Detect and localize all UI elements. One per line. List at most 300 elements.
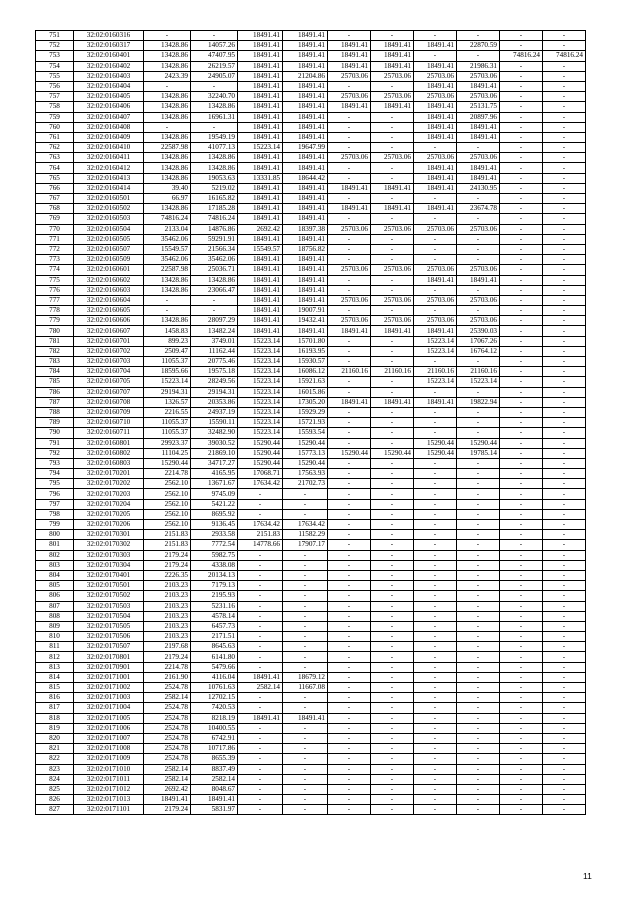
cadastral-block-cell: 32:02:0160703 [74, 357, 144, 367]
value-cell: - [238, 591, 283, 601]
value-cell: - [328, 795, 371, 805]
value-cell: 15223.14 [238, 367, 283, 377]
value-cell: 18491.41 [238, 81, 283, 91]
value-cell: 25703.06 [457, 92, 500, 102]
value-cell: - [328, 31, 371, 41]
row-number-cell: 774 [36, 265, 74, 275]
value-cell: 25703.06 [371, 71, 414, 81]
row-number-cell: 819 [36, 723, 74, 733]
row-number-cell: 766 [36, 183, 74, 193]
value-cell: 22587.98 [144, 143, 191, 153]
value-cell: 18491.41 [328, 397, 371, 407]
value-cell: 15930.57 [283, 357, 328, 367]
value-cell: - [543, 489, 586, 499]
value-cell: - [500, 754, 543, 764]
cadastral-block-cell: 32:02:0170502 [74, 591, 144, 601]
cadastral-block-cell: 32:02:0160603 [74, 285, 144, 295]
value-cell: 34717.27 [191, 458, 238, 468]
value-cell: 2195.93 [191, 591, 238, 601]
cadastral-block-cell: 32:02:0160501 [74, 194, 144, 204]
value-cell: - [371, 132, 414, 142]
value-cell: 25703.06 [328, 316, 371, 326]
value-cell: 16764.12 [457, 346, 500, 356]
value-cell: - [414, 194, 457, 204]
value-cell: 18491.41 [283, 122, 328, 132]
value-cell: - [500, 295, 543, 305]
value-cell: 16193.95 [283, 346, 328, 356]
table-row [36, 112, 586, 122]
value-cell: 18491.41 [283, 163, 328, 173]
value-cell: - [543, 275, 586, 285]
value-cell: - [371, 346, 414, 356]
value-cell: - [543, 336, 586, 346]
table-row [36, 723, 586, 733]
cadastral-block-cell: 32:02:0170401 [74, 570, 144, 580]
value-cell: - [328, 611, 371, 621]
value-cell: - [238, 723, 283, 733]
value-cell: - [328, 805, 371, 815]
value-cell: - [543, 265, 586, 275]
value-cell: - [457, 601, 500, 611]
value-cell: - [457, 540, 500, 550]
value-cell: - [283, 795, 328, 805]
value-cell: - [328, 163, 371, 173]
table-row [36, 591, 586, 601]
value-cell: 8645.63 [191, 642, 238, 652]
value-cell: - [414, 540, 457, 550]
row-number-cell: 779 [36, 316, 74, 326]
value-cell: - [371, 122, 414, 132]
value-cell: 18491.41 [328, 326, 371, 336]
value-cell: 18491.41 [371, 51, 414, 61]
value-cell: - [543, 693, 586, 703]
cadastral-block-cell: 32:02:0170506 [74, 632, 144, 642]
value-cell: 25703.06 [457, 71, 500, 81]
value-cell: - [457, 285, 500, 295]
value-cell: - [543, 377, 586, 387]
value-cell: - [543, 438, 586, 448]
value-cell: 15223.14 [144, 377, 191, 387]
value-cell: 74816.24 [543, 51, 586, 61]
value-cell: 18491.41 [238, 316, 283, 326]
table-row [36, 357, 586, 367]
cadastral-block-cell: 32:02:0160503 [74, 214, 144, 224]
row-number-cell: 786 [36, 387, 74, 397]
value-cell: 15290.44 [414, 448, 457, 458]
table-row [36, 581, 586, 591]
value-cell: - [238, 642, 283, 652]
value-cell: - [500, 153, 543, 163]
value-cell: - [328, 407, 371, 417]
value-cell: - [543, 194, 586, 204]
row-number-cell: 775 [36, 275, 74, 285]
value-cell: - [543, 662, 586, 672]
value-cell: 2562.10 [144, 499, 191, 509]
value-cell: - [283, 621, 328, 631]
value-cell: - [543, 143, 586, 153]
value-cell: 18491.41 [283, 214, 328, 224]
value-cell: - [457, 774, 500, 784]
value-cell: - [543, 316, 586, 326]
cadastral-block-cell: 32:02:0171011 [74, 774, 144, 784]
value-cell: 15921.63 [283, 377, 328, 387]
value-cell: - [414, 31, 457, 41]
value-cell: - [543, 499, 586, 509]
value-cell: - [414, 621, 457, 631]
value-cell: - [328, 132, 371, 142]
value-cell: 18491.41 [238, 183, 283, 193]
value-cell: 15929.29 [283, 407, 328, 417]
value-cell: - [500, 183, 543, 193]
value-cell: 18491.41 [328, 204, 371, 214]
cadastral-block-cell: 32:02:0160505 [74, 234, 144, 244]
value-cell: - [500, 265, 543, 275]
row-number-cell: 776 [36, 285, 74, 295]
value-cell: - [414, 662, 457, 672]
value-cell: 74816.24 [500, 51, 543, 61]
table-row [36, 397, 586, 407]
value-cell: - [238, 652, 283, 662]
value-cell: - [283, 642, 328, 652]
value-cell: - [500, 112, 543, 122]
table-row [36, 601, 586, 611]
value-cell: - [238, 489, 283, 499]
value-cell: 21160.16 [328, 367, 371, 377]
value-cell: 15223.14 [238, 407, 283, 417]
cadastral-block-cell: 32:02:0160710 [74, 418, 144, 428]
value-cell: 74816.24 [144, 214, 191, 224]
value-cell: - [457, 530, 500, 540]
table-row [36, 285, 586, 295]
value-cell: 17067.26 [457, 336, 500, 346]
value-cell: - [500, 662, 543, 672]
value-cell: 5982.75 [191, 550, 238, 560]
value-cell: - [238, 703, 283, 713]
value-cell: - [500, 621, 543, 631]
value-cell: 2524.78 [144, 703, 191, 713]
row-number-cell: 782 [36, 346, 74, 356]
value-cell: - [238, 754, 283, 764]
table-row [36, 560, 586, 570]
value-cell: 25703.06 [414, 71, 457, 81]
value-cell: 5479.66 [191, 662, 238, 672]
value-cell: - [371, 754, 414, 764]
cadastral-block-cell: 32:02:0170202 [74, 479, 144, 489]
value-cell: - [500, 71, 543, 81]
table-row [36, 92, 586, 102]
cadastral-block-cell: 32:02:0170901 [74, 662, 144, 672]
row-number-cell: 770 [36, 224, 74, 234]
value-cell: - [371, 520, 414, 530]
value-cell: 2509.47 [144, 346, 191, 356]
value-cell: 2562.10 [144, 489, 191, 499]
value-cell: 2133.04 [144, 224, 191, 234]
cadastral-block-cell: 32:02:0160702 [74, 346, 144, 356]
value-cell: 22870.59 [457, 41, 500, 51]
value-cell: 9136.45 [191, 520, 238, 530]
value-cell: 18644.42 [283, 173, 328, 183]
cadastral-block-cell: 32:02:0171013 [74, 795, 144, 805]
value-cell: 15223.14 [414, 346, 457, 356]
value-cell: - [457, 234, 500, 244]
value-cell: - [543, 540, 586, 550]
cadastral-block-cell: 32:02:0171006 [74, 723, 144, 733]
value-cell: 23066.47 [191, 285, 238, 295]
value-cell: - [328, 591, 371, 601]
table-row [36, 81, 586, 91]
table-row [36, 489, 586, 499]
value-cell: 28097.29 [191, 316, 238, 326]
row-number-cell: 800 [36, 530, 74, 540]
value-cell: 15590.11 [191, 418, 238, 428]
value-cell: - [328, 112, 371, 122]
value-cell: 18491.41 [283, 234, 328, 244]
value-cell: 18491.41 [371, 326, 414, 336]
value-cell: 19822.94 [457, 397, 500, 407]
value-cell: - [543, 255, 586, 265]
value-cell: 8837.49 [191, 764, 238, 774]
row-number-cell: 767 [36, 194, 74, 204]
value-cell: 35462.06 [191, 255, 238, 265]
value-cell: 2582.14 [144, 774, 191, 784]
value-cell: 25703.06 [457, 295, 500, 305]
value-cell: 25390.03 [457, 326, 500, 336]
value-cell: - [543, 744, 586, 754]
value-cell: 25703.06 [414, 316, 457, 326]
value-cell: 17634.42 [238, 520, 283, 530]
cadastral-block-cell: 32:02:0160411 [74, 153, 144, 163]
value-cell: 18491.41 [414, 204, 457, 214]
row-number-cell: 825 [36, 784, 74, 794]
value-cell: - [500, 204, 543, 214]
value-cell: - [328, 784, 371, 794]
table-row [36, 183, 586, 193]
value-cell: - [328, 275, 371, 285]
value-cell: 18491.41 [283, 112, 328, 122]
value-cell: - [543, 703, 586, 713]
value-cell: - [414, 418, 457, 428]
value-cell: - [457, 683, 500, 693]
row-number-cell: 758 [36, 102, 74, 112]
cadastral-block-cell: 32:02:0171007 [74, 733, 144, 743]
value-cell: - [500, 499, 543, 509]
value-cell: - [457, 591, 500, 601]
value-cell: 15290.44 [283, 438, 328, 448]
value-cell: - [414, 509, 457, 519]
cadastral-block-cell: 32:02:0170303 [74, 550, 144, 560]
value-cell: 2524.78 [144, 733, 191, 743]
value-cell: - [457, 489, 500, 499]
value-cell: - [543, 81, 586, 91]
value-cell: 2103.23 [144, 611, 191, 621]
row-number-cell: 821 [36, 744, 74, 754]
value-cell: 18491.41 [238, 194, 283, 204]
value-cell: 15290.44 [283, 458, 328, 468]
cadastral-block-cell: 32:02:0160711 [74, 428, 144, 438]
value-cell: 18491.41 [283, 31, 328, 41]
value-cell: 18491.41 [238, 265, 283, 275]
value-cell: - [191, 81, 238, 91]
value-cell: - [543, 367, 586, 377]
value-cell: 35462.06 [144, 255, 191, 265]
row-number-cell: 810 [36, 632, 74, 642]
value-cell: - [500, 428, 543, 438]
value-cell: - [543, 479, 586, 489]
value-cell: - [371, 387, 414, 397]
value-cell: 25703.06 [328, 295, 371, 305]
value-cell: - [543, 448, 586, 458]
value-cell: - [238, 744, 283, 754]
cadastral-block-cell: 32:02:0160317 [74, 41, 144, 51]
value-cell: - [371, 550, 414, 560]
value-cell: - [500, 285, 543, 295]
value-cell: - [371, 652, 414, 662]
value-cell: - [414, 642, 457, 652]
value-cell: 8218.19 [191, 713, 238, 723]
value-cell: 18491.41 [238, 306, 283, 316]
value-cell: 18491.41 [238, 163, 283, 173]
value-cell: 8655.39 [191, 754, 238, 764]
cadastral-block-cell: 32:02:0160402 [74, 61, 144, 71]
value-cell: 2582.14 [191, 774, 238, 784]
value-cell: 15549.57 [238, 244, 283, 254]
value-cell: - [543, 31, 586, 41]
value-cell: - [500, 438, 543, 448]
value-cell: 2179.24 [144, 805, 191, 815]
value-cell: - [543, 306, 586, 316]
value-cell: - [457, 621, 500, 631]
value-cell: - [191, 295, 238, 305]
value-cell: - [328, 703, 371, 713]
value-cell: 13331.85 [238, 173, 283, 183]
value-cell: - [283, 611, 328, 621]
value-cell: 59291.91 [191, 234, 238, 244]
table-row [36, 733, 586, 743]
value-cell: - [238, 764, 283, 774]
value-cell: - [543, 550, 586, 560]
value-cell: - [328, 346, 371, 356]
value-cell: - [543, 601, 586, 611]
value-cell: - [238, 550, 283, 560]
table-row [36, 41, 586, 51]
value-cell: 2226.35 [144, 570, 191, 580]
value-cell: 24130.95 [457, 183, 500, 193]
value-cell: - [457, 723, 500, 733]
value-cell: - [371, 143, 414, 153]
value-cell: 13428.86 [144, 153, 191, 163]
value-cell: 11667.08 [283, 683, 328, 693]
value-cell: - [500, 723, 543, 733]
value-cell: 25703.06 [457, 153, 500, 163]
value-cell: 15290.44 [238, 438, 283, 448]
value-cell: 18491.41 [328, 183, 371, 193]
value-cell: 7179.13 [191, 581, 238, 591]
value-cell: 13428.86 [144, 285, 191, 295]
value-cell: - [371, 255, 414, 265]
value-cell: 18491.41 [414, 183, 457, 193]
value-cell: - [328, 357, 371, 367]
row-number-cell: 754 [36, 61, 74, 71]
value-cell: - [328, 754, 371, 764]
value-cell: - [371, 764, 414, 774]
table-row [36, 428, 586, 438]
row-number-cell: 813 [36, 662, 74, 672]
value-cell: - [283, 744, 328, 754]
value-cell: - [283, 509, 328, 519]
value-cell: - [414, 530, 457, 540]
value-cell: - [457, 550, 500, 560]
value-cell: - [144, 122, 191, 132]
value-cell: - [328, 560, 371, 570]
value-cell: 16015.86 [283, 387, 328, 397]
value-cell: - [500, 316, 543, 326]
value-cell: - [371, 774, 414, 784]
table-row [36, 570, 586, 580]
value-cell: - [500, 744, 543, 754]
value-cell: - [457, 479, 500, 489]
value-cell: - [500, 570, 543, 580]
value-cell: 15773.13 [283, 448, 328, 458]
value-cell: 26219.57 [191, 61, 238, 71]
value-cell: 18491.41 [283, 81, 328, 91]
value-cell: - [543, 469, 586, 479]
value-cell: 18491.41 [457, 275, 500, 285]
value-cell: 15290.44 [328, 448, 371, 458]
row-number-cell: 816 [36, 693, 74, 703]
value-cell: 2692.42 [238, 224, 283, 234]
value-cell: - [500, 407, 543, 417]
value-cell: 13428.86 [144, 275, 191, 285]
value-cell: - [457, 733, 500, 743]
cadastral-block-cell: 32:02:0160707 [74, 387, 144, 397]
cadastral-block-cell: 32:02:0171001 [74, 672, 144, 682]
table-row [36, 255, 586, 265]
value-cell: 15223.14 [238, 418, 283, 428]
value-cell: - [283, 581, 328, 591]
cadastral-block-cell: 32:02:0160413 [74, 173, 144, 183]
table-row [36, 458, 586, 468]
value-cell: - [457, 744, 500, 754]
value-cell: - [328, 683, 371, 693]
value-cell: - [328, 306, 371, 316]
value-cell: - [371, 469, 414, 479]
table-row [36, 621, 586, 631]
value-cell: 18491.41 [238, 214, 283, 224]
value-cell: 18491.41 [283, 132, 328, 142]
value-cell: 18491.41 [414, 41, 457, 51]
cadastral-block-cell: 32:02:0171012 [74, 784, 144, 794]
table-row [36, 244, 586, 254]
value-cell: - [328, 652, 371, 662]
cadastral-block-cell: 32:02:0160601 [74, 265, 144, 275]
value-cell: - [328, 81, 371, 91]
cadastral-block-cell: 32:02:0160801 [74, 438, 144, 448]
table-row [36, 102, 586, 112]
value-cell: - [457, 143, 500, 153]
value-cell: - [191, 31, 238, 41]
value-cell: - [457, 428, 500, 438]
value-cell: - [543, 357, 586, 367]
value-cell: - [500, 224, 543, 234]
table-row [36, 387, 586, 397]
value-cell: - [457, 469, 500, 479]
row-number-cell: 778 [36, 306, 74, 316]
row-number-cell: 777 [36, 295, 74, 305]
value-cell: - [328, 733, 371, 743]
value-cell: - [371, 632, 414, 642]
table-row [36, 71, 586, 81]
value-cell: 11055.37 [144, 418, 191, 428]
